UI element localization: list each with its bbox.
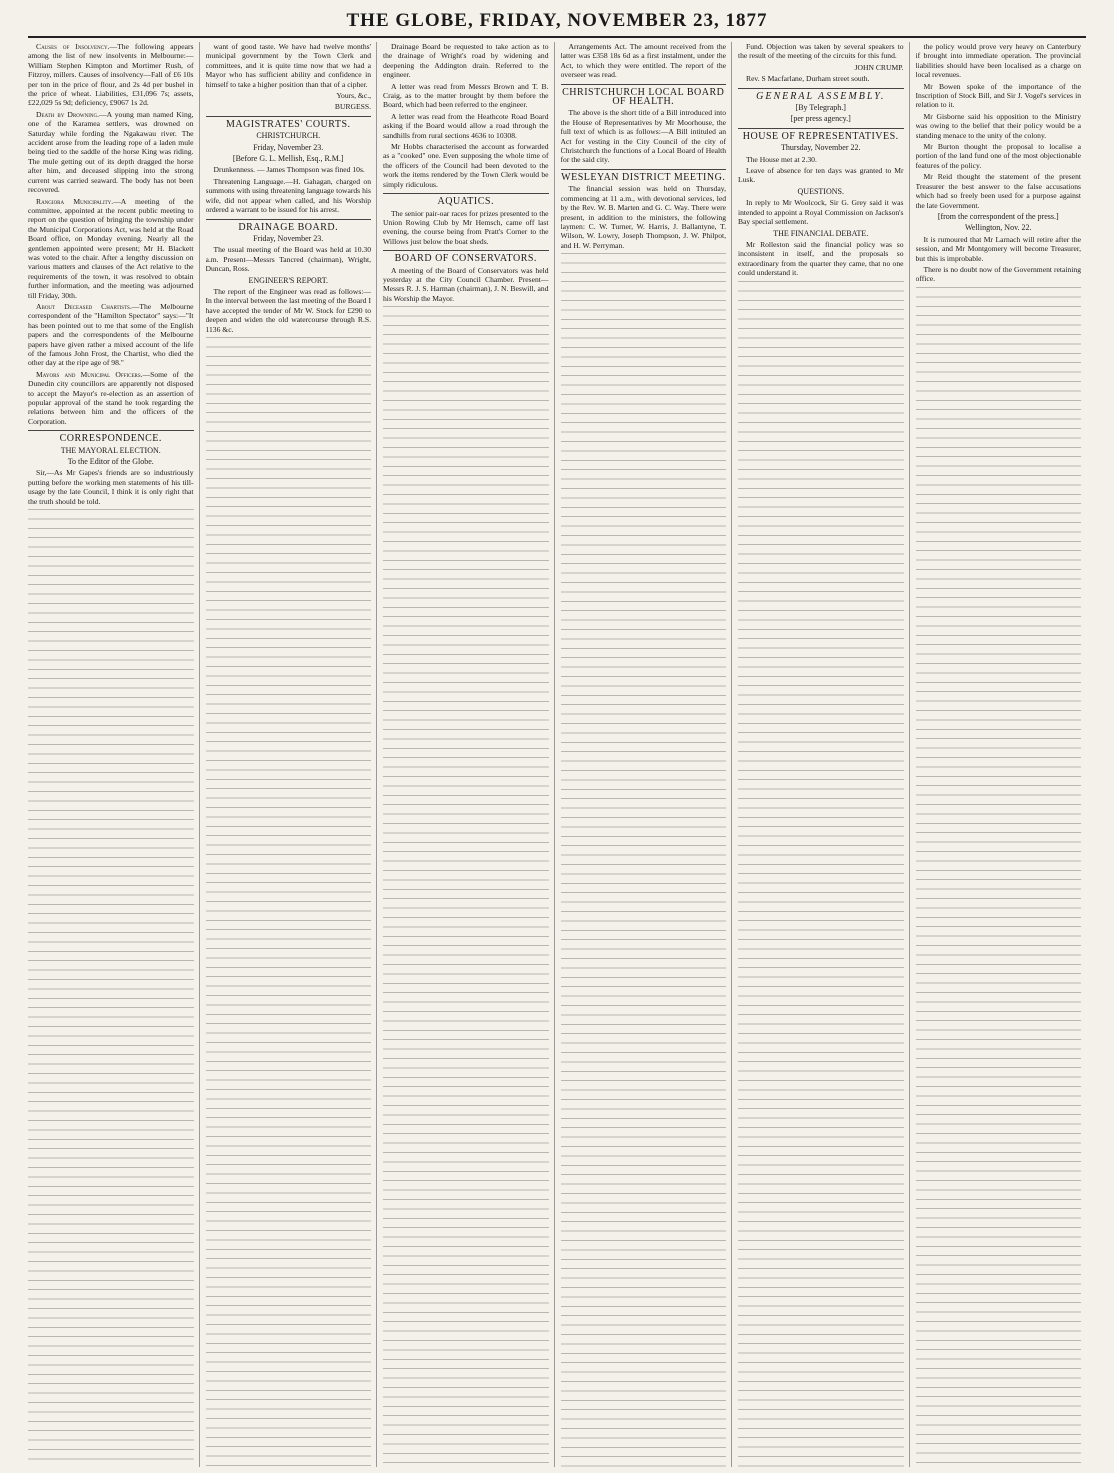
paragraph: Rev. S Macfarlane, Durham street south.: [746, 74, 870, 84]
section-heading: MAGISTRATES' COURTS.: [206, 116, 372, 129]
sub-heading: [per press agency.]: [790, 114, 851, 124]
paragraph: About Deceased Chartists.—The Melbourne correspondent of the "Hamilton Spectator" says:—"It has been pointed out to me that some of the English papers and the correspondents of the Melbourne papers have given rather a mixed account of the life of the famous John Frost, the Chartist, who died the other day at the ripe age of 98.": [28, 301, 194, 368]
signature: JOHN CRUMP.: [854, 62, 904, 72]
column-1: [28, 42, 200, 1467]
paragraph: Mr Reid thought the statement of the present Treasurer the best answer to the false accusations which had so freely been used for a purpose against the late Government.: [915, 172, 1081, 210]
signature: Yours, &c.,: [336, 91, 371, 101]
paragraph: Death by Drowning.—A young man named King, one of the Karamea settlers, was drowned on Saturday while fording the Ngakawau river. The accident arose from the leading rope of a laden mule being tied to the saddle of the horse King was riding. The mule getting out of its depth dragged the horse after him, and deceased slipping into the strong current was carried seaward. The body has not been recovered.: [28, 109, 194, 195]
paragraph: A letter was read from the Heathcote Road Board asking if the Board would allow a road through the sandhills from rural sections 4636 to 10308.: [383, 111, 549, 140]
paragraph: A letter was read from Messrs Brown and T. B. Craig, as to the matter brought by them before the Board, which had been referred to the engineer.: [383, 81, 549, 110]
paragraph: The House met at 2.30.: [746, 154, 817, 164]
paragraph: Mayors and Municipal Officers.—Some of the Dunedin city councillors are apparently not disposed to accept the Mayor's re-election as an assertion of popular approval of the stand he took regarding the relations between him and the officers of the Corporation.: [28, 369, 194, 426]
text-lines: [28, 509, 194, 1467]
column-3: [383, 42, 555, 1467]
paragraph: In reply to Mr Woolcock, Sir G. Grey said it was intended to appoint a Royal Commission on Jackson's Bay special settlement.: [738, 198, 904, 227]
text-lines: [206, 337, 372, 1467]
section-heading: WESLEYAN DISTRICT MEETING.: [561, 169, 727, 182]
sub-heading: Friday, November 23.: [253, 142, 324, 152]
text-lines: [383, 306, 549, 1467]
paragraph: Mr Burton thought the proposal to localise a portion of the land fund one of the most objectionable features of the policy.: [915, 142, 1081, 170]
paragraph: The above is the short title of a Bill introduced into the House of Representatives by Mr Moorhouse, the full text of which is as follows:—A Bill intituled an Act for vesting in the City Council of the city of Christchurch the functions of a Local Board of Health for the said city.: [560, 108, 726, 165]
sub-heading: [from the correspondent of the press.]: [937, 211, 1059, 221]
paragraph: Sir,—As Mr Gapes's friends are so industriously putting before the working men statements of his till-usage by the late Council, I think it is only right that the truth should be told.: [28, 468, 194, 506]
newspaper-title: THE GLOBE, FRIDAY, NOVEMBER 23, 1877: [346, 10, 768, 31]
paragraph: the policy would prove very heavy on Canterbury if brought into immediate operation. The provincial liabilities should have been localised as a charge on local revenues.: [915, 42, 1081, 80]
paragraph: A meeting of the Board of Conservators was held yesterday at the City Council Chamber. Present—Messrs R. J. S. Harman (chairman), J. N. Beswill, and his Worship the Mayor.: [383, 265, 549, 303]
paragraph: Threatening Language.—H. Gahagan, charged on summons with using threatening language towards his wife, did not appear when called, and his Worship ordered a warrant to be issued for his arrest.: [205, 176, 371, 215]
section-heading: HOUSE OF REPRESENTATIVES.: [738, 128, 904, 141]
paragraph: Drainage Board be requested to take action as to the drainage of Wright's road by widening and deepening the Addington drain. Referred to the engineer.: [383, 42, 549, 80]
masthead: [28, 6, 1086, 38]
section-heading: AQUATICS.: [383, 193, 549, 206]
signature: BURGESS.: [334, 102, 371, 112]
paragraph: The usual meeting of the Board was held at 10.30 a.m. Present—Messrs Tancred (chairman), Wright, Duncan, Ross.: [205, 245, 371, 274]
paragraph: The report of the Engineer was read as follows:—In the interval between the last meeting of the Board I have accepted the tender of Mr W. Stock for £290 to deepen and widen the old watercourse through R.S. 1136 &c.: [205, 286, 371, 334]
paragraph: Drunkenness. — James Thompson was fined 10s.: [213, 165, 365, 175]
sub-heading: CHRISTCHURCH.: [256, 131, 321, 141]
paragraph: Mr Bowen spoke of the importance of the Inscription of Stock Bill, and Sir J. Vogel's services in relation to it.: [915, 81, 1081, 110]
sub-heading: To the Editor of the Globe.: [67, 457, 154, 467]
section-heading: GENERAL ASSEMBLY.: [738, 88, 904, 101]
section-heading: DRAINAGE BOARD.: [206, 219, 372, 232]
paragraph: want of good taste. We have had twelve months' municipal government by the Town Clerk and committees, and it is quite time now that we had a Mayor who has sufficient ability and confidence in himself to take a higher position than that of a cipher.: [205, 42, 371, 89]
text-lines: [916, 287, 1082, 1467]
text-lines: [561, 253, 727, 1467]
sub-heading: THE MAYORAL ELECTION.: [60, 445, 161, 455]
column-6: [916, 42, 1087, 1467]
paragraph: Mr Hobbs characterised the account as forwarded as a "cooked" one. Even supposing the whole time of the officers of the Council had been devoted to the work the items rendered by the Town Clerk would be simply ridiculous.: [383, 142, 549, 189]
section-heading: CORRESPONDENCE.: [28, 430, 194, 443]
column-5: [738, 42, 910, 1467]
paragraph: There is no doubt now of the Government retaining office.: [915, 264, 1081, 284]
sub-heading: [Before G. L. Mellish, Esq., R.M.]: [232, 154, 344, 164]
sub-heading: Friday, November 23.: [253, 233, 324, 243]
sub-heading: QUESTIONS.: [797, 186, 844, 196]
sub-heading: THE FINANCIAL DEBATE.: [773, 228, 869, 238]
paragraph: It is rumoured that Mr Larnach will retire after the session, and Mr Montgomery will become Treasurer, but this is improbable.: [915, 234, 1081, 263]
paragraph: Causes of Insolvency.—The following appears among the list of new insolvents in Melbourne:—William Stephen Kimpton and Mortimer Rush, of Fitzroy, millers. Causes of insolvency—Fall of £6 10s per ton in the price of flour, and 2s 4d per bushel in the price of wheat. Liabilities, £31,096 7s; assets, £22,029 5s 9d; deficiency, £9067 1s 2d.: [28, 42, 194, 108]
paragraph: Mr Gisborne said his opposition to the Ministry was owing to the belief that their policy would be a standing menace to the unity of the colony.: [915, 111, 1081, 140]
newspaper-page: [28, 42, 1086, 1467]
column-2: [206, 42, 378, 1467]
paragraph: Fund. Objection was taken by several speakers to the result of the meeting of the circuits for this fund.: [738, 42, 904, 61]
paragraph: The financial session was held on Thursday, commencing at 11 a.m., with devotional services, led by the Rev. W. B. Marten and G. C. Way. There were present, in addition to the ministers, the following laymen: C. W. Turner, W. Harris, J. Ballantyne, T. Wilson, W. Lowry, Joseph Thompson, J. W. Philpot, and H. W. Perryman.: [560, 184, 726, 250]
paragraph: Arrangements Act. The amount received from the latter was £358 18s 6d as a first instalment, under the Act, to which they were entitled. The report of the overseer was read.: [560, 42, 726, 80]
section-heading: CHRISTCHURCH LOCAL BOARD OF HEALTH.: [561, 84, 727, 107]
column-4: [561, 42, 733, 1467]
paragraph: Rangiora Municipality.—A meeting of the committee, appointed at the recent public meeting to report on the question of bringing the township under the Municipal Corporations Act, was held at the Road Board office, on Monday evening. Nearly all the gentlemen appointed were present; Mr H. Blackett was voted to the chair. After a lengthy discussion on various matters and clauses of the Act relative to the requirements of the town, it was resolved to obtain further information, and the meeting was adjourned till Friday, 30th.: [28, 196, 194, 300]
sub-heading: Wellington, Nov. 22.: [964, 223, 1032, 233]
text-lines: [738, 281, 904, 1467]
section-heading: BOARD OF CONSERVATORS.: [383, 250, 549, 263]
sub-heading: ENGINEER'S REPORT.: [248, 275, 328, 285]
sub-heading: Thursday, November 22.: [781, 143, 861, 153]
paragraph: Leave of absence for ten days was granted to Mr Lusk.: [738, 166, 904, 185]
paragraph: The senior pair-oar races for prizes presented to the Union Rowing Club by Mr Hemsch, came off last evening, the course being from Pratt's Corner to the Willows just below the boat sheds.: [383, 208, 549, 246]
sub-heading: [By Telegraph.]: [795, 103, 846, 113]
paragraph: Mr Rolleston said the financial policy was so inconsistent in itself, and the proposals so extraordinary from the quarter they came, that no one could understand it.: [738, 239, 904, 278]
